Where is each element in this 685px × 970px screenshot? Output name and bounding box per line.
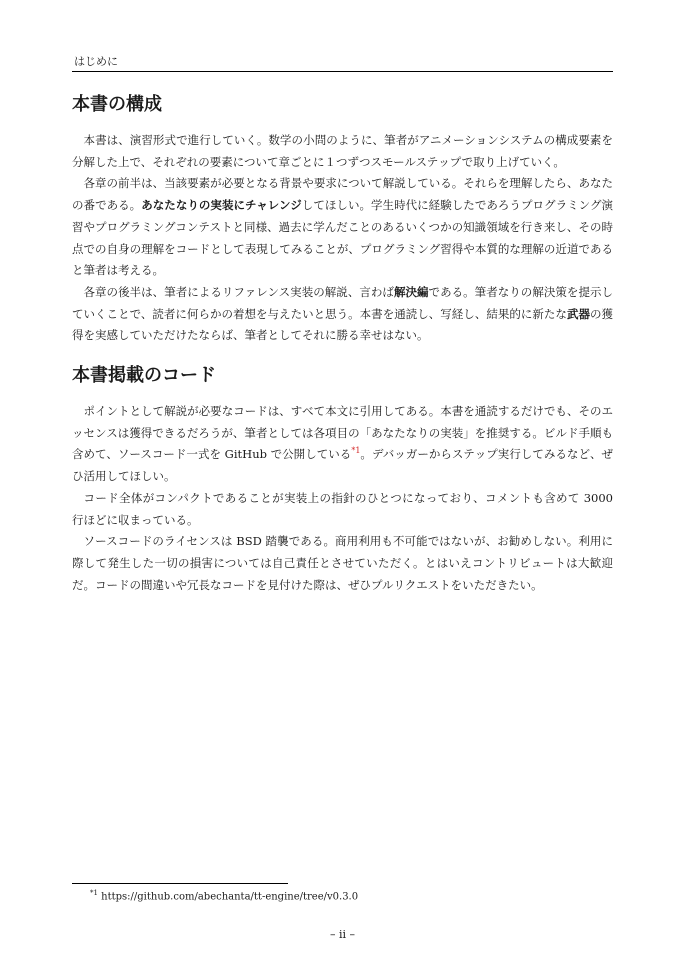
paragraph (72, 282, 613, 347)
footnote (90, 889, 358, 902)
section-code (72, 363, 613, 596)
paragraph (72, 401, 613, 488)
text-span: してほしい。学生時代に経験したであろうプログラミング演習やプログラミングコンテストと同様、過去に学んだことのあるいくつかの知識領域を行き来し、その時点での自身の理解をコードとして表現してみることが、プログラミング習得や本質的な理解の近道であると筆者は考える。 (72, 198, 613, 278)
page-number: – ii – (329, 928, 356, 941)
text-span: 各章の後半は、筆者によるリファレンス実装の解説、言わば (83, 284, 394, 299)
text-span: 各章の前半は、当該要素が必要となる背景や要求について解説している。それらを理解したら、あなたの番である。 (72, 176, 613, 213)
header-rule (72, 71, 613, 72)
bold-text: 解決編 (393, 284, 429, 299)
paragraph: 本書は、演習形式で進行していく。数学の小問のように、筆者がアニメーションシステムの構成要素を分解した上で、それぞれの要素について章ごとに１つずつスモールステップで取り上げていく。 (72, 133, 613, 169)
paragraph (72, 173, 613, 282)
section-heading-code: 本書掲載のコード (72, 365, 216, 387)
paragraph: コード全体がコンパクトであることが実装上の指針のひとつになっており、コメントも含めて 3000 行ほどに収まっている。 (72, 490, 613, 527)
text-span: である。筆者なりの解決策を提示していくことで、読者に何らかの着想を与えたいと思う。本書を通読し、写経し、結果的に新たな (72, 284, 613, 321)
bold-text: あなたなりの実装にチャレンジ (141, 198, 302, 213)
text-span: ポイントとして解説が必要なコードは、すべて本文に引用してある。本書を通読するだけでも、そのエッセンスは獲得できるだろうが、筆者としては各項目の「あなたなりの実装」を推奨する。ビルド手順も含めて、ソースコード一式を GitHub で公開している (72, 404, 613, 462)
bold-text: 武器 (566, 306, 590, 321)
page-body (72, 92, 613, 596)
section-heading-structure: 本書の構成 (72, 94, 162, 115)
footnote-mark: *1 (90, 889, 98, 897)
footnote-rule (72, 883, 288, 884)
footnote-reference-link[interactable]: *1 (351, 446, 361, 456)
running-header: はじめに (74, 55, 118, 68)
text-span: 。デバッガーからステップ実行してみるなど、ぜひ活用してほしい。 (72, 447, 613, 484)
paragraph: ソースコードのライセンスは BSD 踏襲である。商用利用も不可能ではないが、お勧めしない。利用に際して発生した一切の損害については自己責任とさせていただく。とはいえコントリビュートは大歓迎だ。コードの間違いや冗長なコードを見付けた際は、ぜひプルリクエストをいただきたい。 (72, 534, 613, 592)
section-structure (72, 92, 613, 347)
text-span: の獲得を実感していただけたならば、筆者としてそれに勝る幸せはない。 (72, 306, 614, 343)
footnote-url[interactable]: https://github.com/abechanta/tt-engine/tree/v0.3.0 (101, 891, 359, 903)
